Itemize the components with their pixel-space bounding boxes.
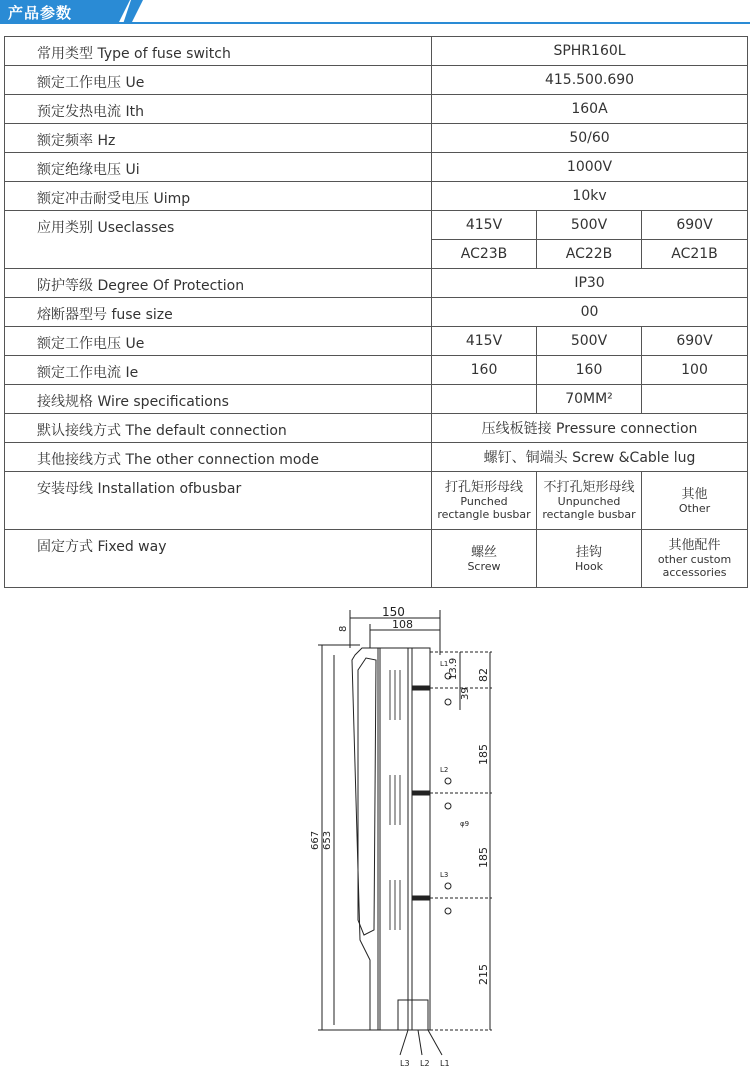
row-label: 熔断器型号 fuse size [5,298,432,327]
table-row [5,298,748,327]
fixed-option [537,530,642,588]
ie-cell: 160 [537,356,642,385]
dim-label: 150 [382,605,405,619]
empty-cell [432,385,537,414]
table-row [5,211,748,240]
table-row [5,327,748,356]
busbar-option [432,472,537,530]
dim-label: 185 [477,847,490,868]
row-value: 1000V [432,153,748,182]
row-value: 压线板链接 Pressure connection [432,414,748,443]
row-label: 默认接线方式 The default connection [5,414,432,443]
body-outline [378,648,430,1030]
voltage-cell: 500V [537,211,642,240]
row-value: 160A [432,95,748,124]
option-en: accessories [662,566,727,579]
phase-label: L3 [440,871,449,879]
voltage-cell: 690V [642,211,748,240]
row-label: 额定冲击耐受电压 Uimp [5,182,432,211]
busbar-option [642,472,748,530]
row-label: 额定频率 Hz [5,124,432,153]
row-value: 螺钉、铜端头 Screw &Cable lug [432,443,748,472]
header-rule [0,22,750,24]
hole-icon [445,778,451,784]
busbar-option [537,472,642,530]
dim-label: 215 [477,964,490,985]
busbar-l2 [412,791,430,795]
voltage-cell: 415V [432,211,537,240]
row-value: IP30 [432,269,748,298]
hole-icon [445,803,451,809]
dim-label: 82 [477,668,490,682]
row-label: 额定工作电压 Ue [5,66,432,95]
table-row [5,153,748,182]
table-row [5,385,748,414]
dim-label: 13.9 [448,657,459,680]
option-zh: 螺丝 [470,544,497,560]
row-label: 常用类型 Type of fuse switch [5,37,432,66]
spec-table [4,36,748,588]
option-en: Other [678,501,711,515]
dim-label: 108 [392,618,413,631]
hole-icon [445,883,451,889]
row-value: 10kv [432,182,748,211]
leader-line [428,1030,442,1055]
row-label: 应用类别 Useclasses [5,211,432,269]
row-label: 接线规格 Wire specifications [5,385,432,414]
phase-label: L2 [440,766,449,774]
dim-label: 667 [310,830,321,850]
table-row [5,37,748,66]
ie-cell: 160 [432,356,537,385]
option-en: Punched [460,495,508,508]
option-zh: 打孔矩形母线 [444,480,523,495]
technical-drawing [300,600,500,1070]
busbar-l3 [412,896,430,900]
row-label: 额定工作电流 Ie [5,356,432,385]
table-row [5,472,748,530]
row-value: 00 [432,298,748,327]
row-label: 预定发热电流 Ith [5,95,432,124]
table-row [5,530,748,588]
table-row [5,443,748,472]
empty-cell [642,385,748,414]
class-cell: AC22B [537,240,642,269]
table-row [5,269,748,298]
option-zh: 不打孔矩形母线 [543,480,635,495]
leader-line [400,1030,408,1055]
option-en: Screw [467,559,501,573]
row-label: 防护等级 Degree Of Protection [5,269,432,298]
table-row [5,182,748,211]
option-en: rectangle busbar [542,508,636,521]
table-row [5,124,748,153]
wire-cell: 70MM² [537,385,642,414]
option-en: Unpunched [557,495,621,508]
row-label: 安装母线 Installation ofbusbar [5,472,432,530]
option-zh: 其他 [681,486,708,502]
table-row [5,356,748,385]
dim-label: 185 [477,744,490,765]
fixed-option [432,530,537,588]
leader-line [418,1030,422,1055]
row-value: 50/60 [432,124,748,153]
terminal-block [398,1000,428,1030]
ue-cell: 690V [642,327,748,356]
dim-label: 653 [322,830,333,850]
handle-inner [358,658,376,935]
terminal-label: L1 [440,1059,450,1068]
section-header [0,0,750,24]
phase-label: L1 [440,660,449,668]
row-label: 额定工作电压 Ue [5,327,432,356]
hole-icon [445,908,451,914]
terminal-label: L3 [400,1059,410,1068]
option-zh: 其他配件 [668,538,721,553]
option-en: Hook [574,559,604,573]
hole-icon [445,699,451,705]
dim-label: φ9 [460,820,470,828]
ue-cell: 415V [432,327,537,356]
section-title: 产品参数 [8,4,73,22]
option-en: other custom [657,553,732,566]
ue-cell: 500V [537,327,642,356]
busbar-l1 [412,686,430,690]
row-label: 固定方式 Fixed way [5,530,432,588]
option-en: rectangle busbar [437,508,531,521]
table-row [5,414,748,443]
row-label: 其他接线方式 The other connection mode [5,443,432,472]
table-row [5,95,748,124]
option-zh: 挂钩 [575,544,602,560]
row-value: SPHR160L [432,37,748,66]
row-value: 415.500.690 [432,66,748,95]
table-row [5,66,748,95]
row-label: 额定绝缘电压 Ui [5,153,432,182]
ie-cell: 100 [642,356,748,385]
fixed-option [642,530,748,588]
terminal-label: L2 [420,1059,430,1068]
dim-label: 39 [460,687,471,700]
dim-label: 8 [338,625,349,632]
class-cell: AC21B [642,240,748,269]
class-cell: AC23B [432,240,537,269]
